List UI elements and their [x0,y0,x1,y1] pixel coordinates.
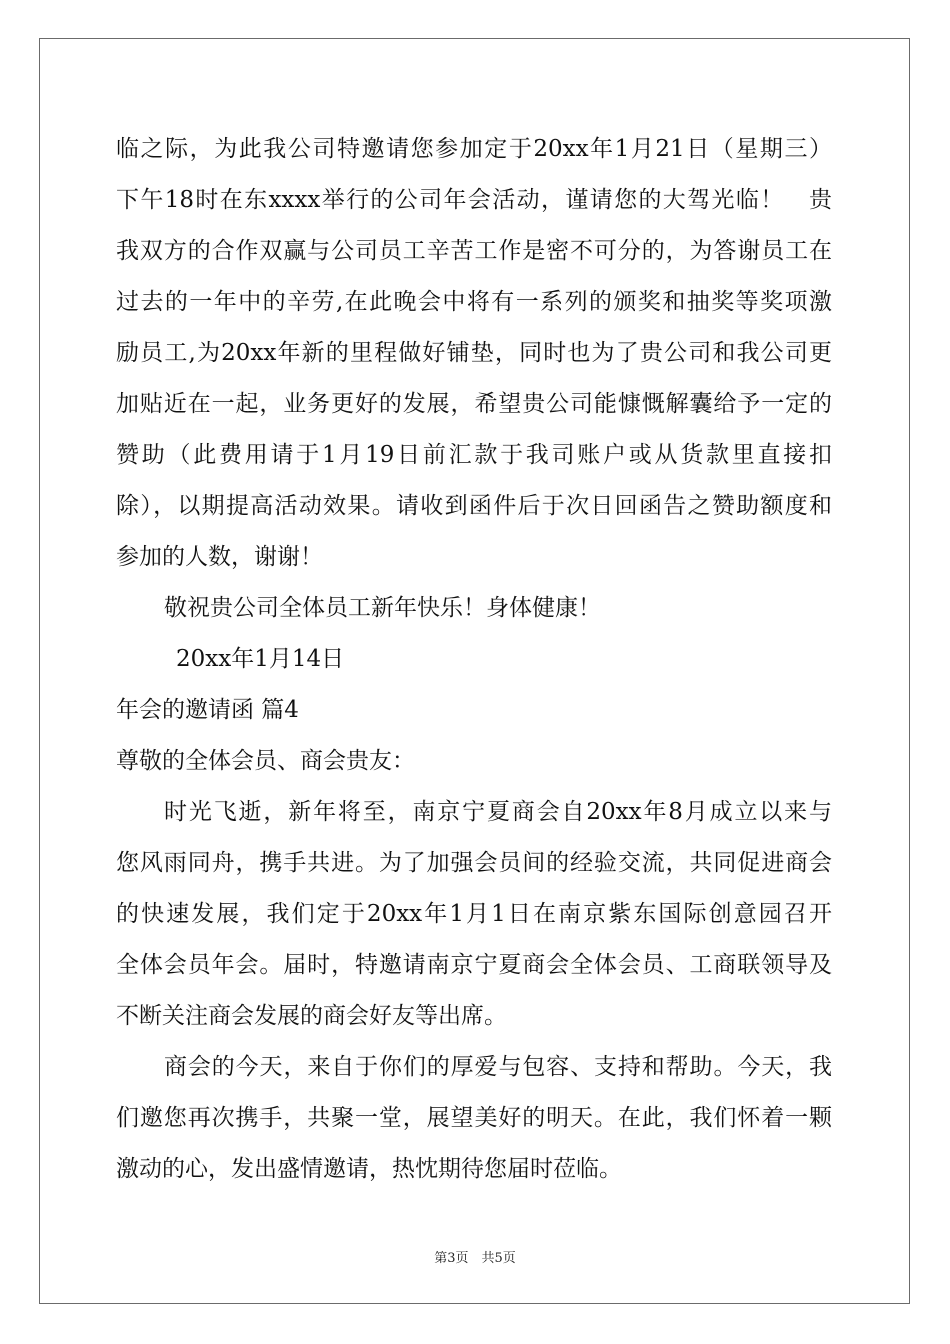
body-line: 们邀您再次携手，共聚一堂，展望美好的明天。在此，我们怀着一颗 [116,1105,832,1131]
salutation: 尊敬的全体会员、商会贵友： [116,748,415,774]
body-line: 您风雨同舟，携手共进。为了加强会员间的经验交流，共同促进商会 [116,850,832,876]
body-line: 激动的心，发出盛情邀请，热忱期待您届时莅临。 [116,1156,622,1182]
closing-wish: 敬祝贵公司全体员工新年快乐！身体健康！ [164,595,601,621]
body-line: 的快速发展，我们定于20xx年1月1日在南京紫东国际创意园召开 [116,901,832,927]
document-body [116,124,832,1195]
body-line: 商会的今天，来自于你们的厚爱与包容、支持和帮助。今天，我 [164,1054,832,1080]
body-line: 全体会员年会。届时，特邀请南京宁夏商会全体会员、工商联领导及 [116,952,832,978]
body-line: 临之际，为此我公司特邀请您参加定于20xx年1月21日（星期三） [116,136,832,162]
body-line: 时光飞逝，新年将至，南京宁夏商会自20xx年8月成立以来与 [164,799,832,825]
body-line: 除），以期提高活动效果。请收到函件后于次日回函告之赞助额度和 [116,493,832,519]
body-line: 赞助（此费用请于1月19日前汇款于我司账户或从货款里直接扣 [116,442,832,468]
body-line: 不断关注商会发展的商会好友等出席。 [116,1003,507,1029]
body-line: 加贴近在一起，业务更好的发展，希望贵公司能慷慨解囊给予一定的 [116,391,832,417]
body-line: 过去的一年中的辛劳,在此晚会中将有一系列的颁奖和抽奖等奖项激 [116,289,832,315]
section-heading: 年会的邀请函 篇4 [116,697,299,723]
body-line: 励员工,为20xx年新的里程做好铺垫，同时也为了贵公司和我公司更 [116,340,832,366]
body-line: 我双方的合作双赢与公司员工辛苦工作是密不可分的，为答谢员工在 [116,238,832,264]
letter-date: 20xx年1月14日 [176,646,345,672]
body-line: 下午18时在东xxxx举行的公司年会活动，谨请您的大驾光临！ 贵 [116,187,832,213]
body-line: 参加的人数，谢谢！ [116,544,323,570]
page-number-footer: 第3页 共5页 [434,1251,516,1266]
